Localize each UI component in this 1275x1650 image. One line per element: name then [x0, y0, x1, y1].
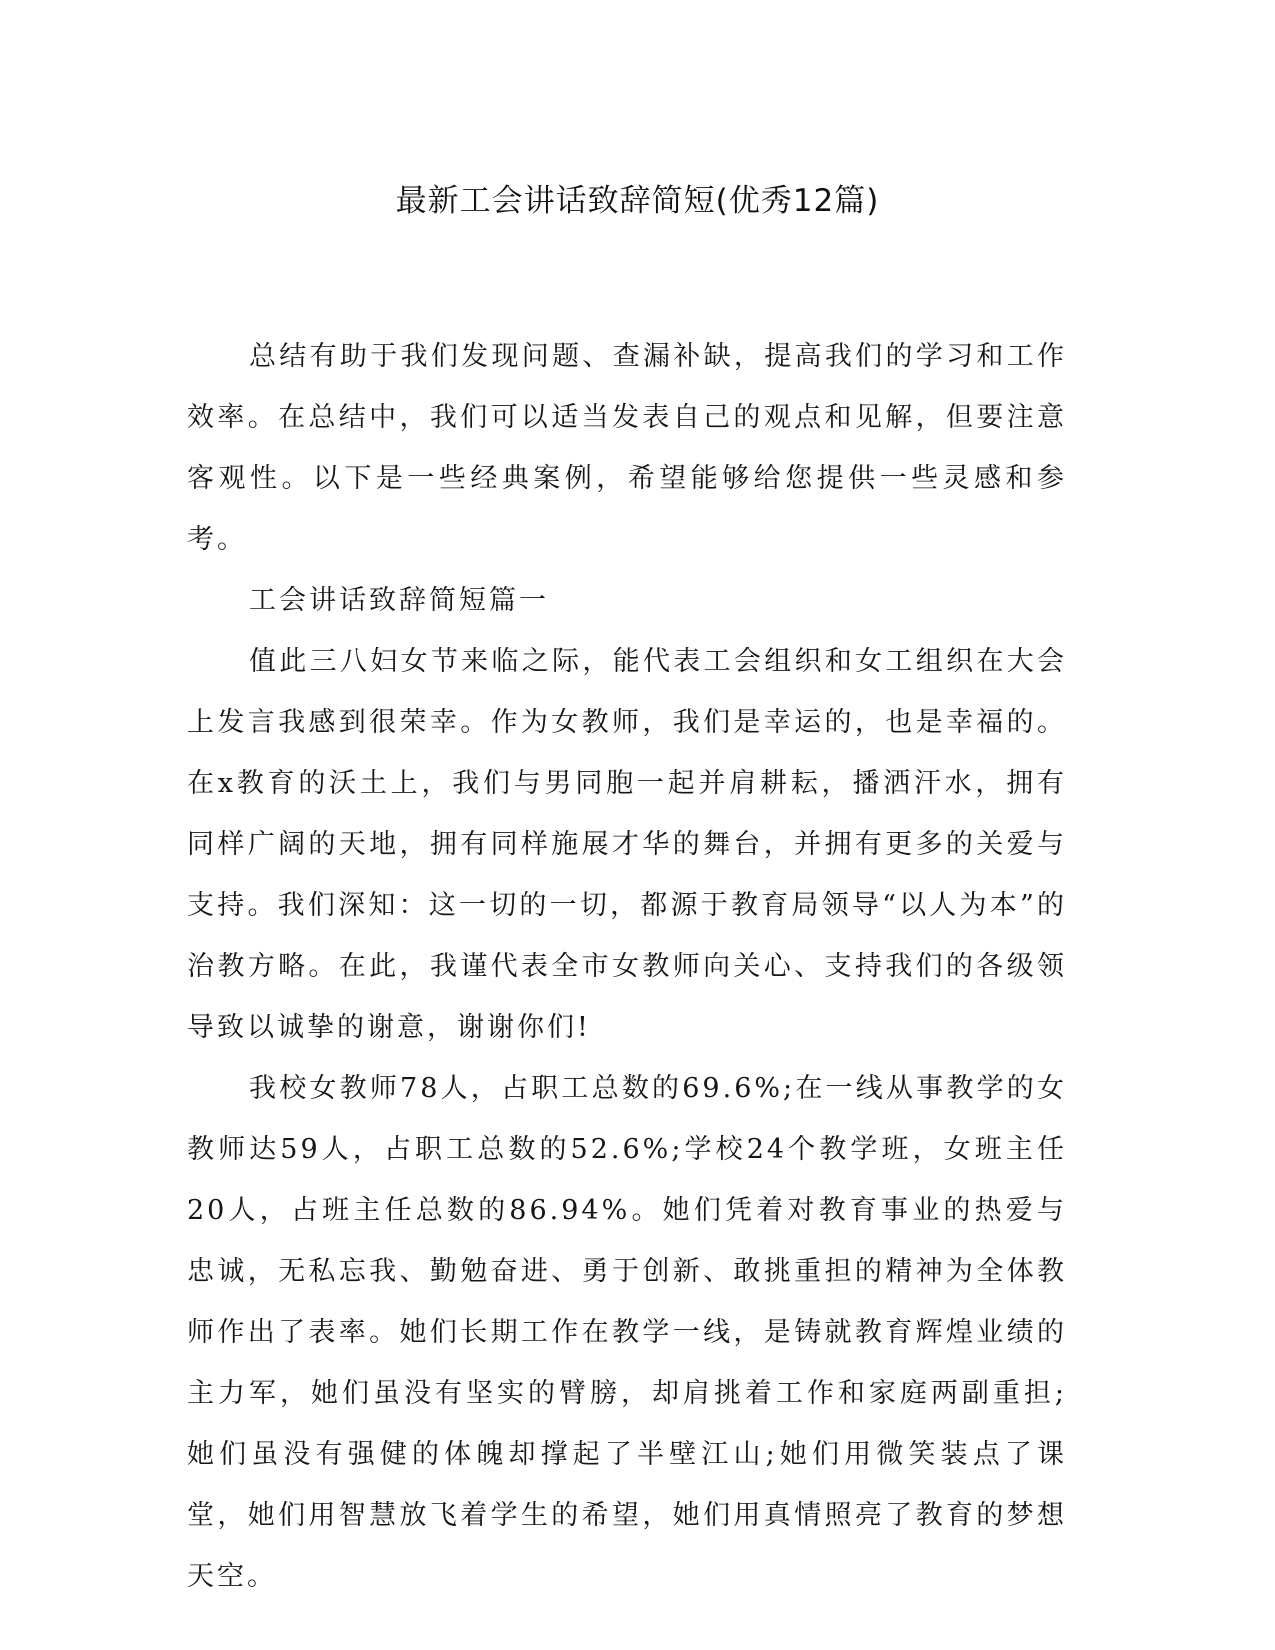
- body-paragraph-1: 值此三八妇女节来临之际，能代表工会组织和女工组织在大会上发言我感到很荣幸。作为女教师，我们是幸运的，也是幸福的。在x教育的沃土上，我们与男同胞一起并肩耕耘，播洒汗水，拥有同样广阔的天地，拥有同样施展才华的舞台，并拥有更多的关爱与支持。我们深知：这一切的一切，都源于教育局领导“以人为本”的治教方略。在此，我谨代表全市女教师向关心、支持我们的各级领导致以诚挚的谢意，谢谢你们!: [187, 646, 1067, 1043]
- section-heading: 工会讲话致辞简短篇一: [249, 585, 549, 616]
- intro-paragraph: 总结有助于我们发现问题、查漏补缺，提高我们的学习和工作效率。在总结中，我们可以适当发表自己的观点和见解，但要注意客观性。以下是一些经典案例，希望能够给您提供一些灵感和参考。: [187, 341, 1067, 555]
- document-title: 最新工会讲话致辞简短(优秀12篇): [395, 183, 880, 219]
- document-body: [187, 326, 1067, 1607]
- body-paragraph-2: 我校女教师78人，占职工总数的69.6%;在一线从事教学的女教师达59人，占职工总数的52.6%;学校24个教学班，女班主任20人，占班主任总数的86.94%。她们凭着对教育事业的热爱与忠诚，无私忘我、勤勉奋进、勇于创新、敢挑重担的精神为全体教师作出了表率。她们长期工作在教学一线，是铸就教育辉煌业绩的主力军，她们虽没有坚实的臂膀，却肩挑着工作和家庭两副重担;她们虽没有强健的体魄却撑起了半壁江山;她们用微笑装点了课堂，她们用智慧放飞着学生的希望，她们用真情照亮了教育的梦想天空。: [187, 1073, 1067, 1592]
